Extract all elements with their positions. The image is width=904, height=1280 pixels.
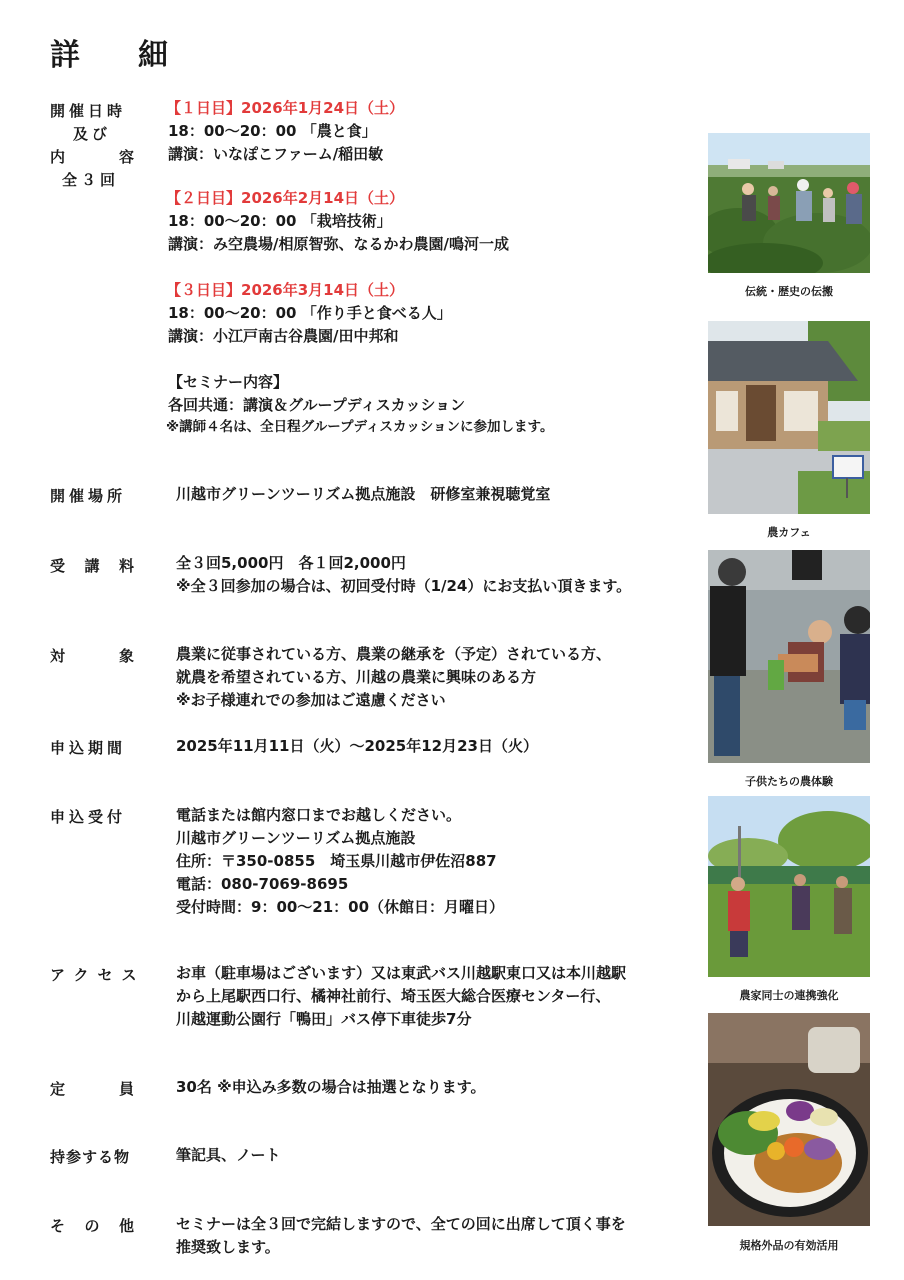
label-reception: 申込受付 <box>50 808 127 826</box>
capacity-text: 30名 ※申込み多数の場合は抽選となります。 <box>176 1078 486 1096</box>
reception-line-3: 住所：〒350-0855 埼玉県川越市伊佐沼887 <box>176 852 497 870</box>
label-dates-content <box>50 146 134 167</box>
photo-kids-farming <box>708 550 870 763</box>
label-venue: 開催場所 <box>50 487 127 505</box>
fee-line-1: 全３回5,000円 各１回2,000円 <box>176 554 406 572</box>
reception-line-4: 電話：080-7069-8695 <box>176 875 349 893</box>
label-char: 内 <box>50 148 66 166</box>
label-char: 定 <box>50 1080 66 1098</box>
reception-line-1: 電話または館内窓口までお越しください。 <box>176 806 462 824</box>
label-other <box>50 1215 134 1236</box>
session-1-time: 18：00〜20：00 「農と食」 <box>168 122 377 140</box>
access-line-2: から上尾駅西口行、橘神社前行、埼玉医大総合医療センター行、 <box>176 987 611 1005</box>
label-char: 料 <box>118 557 134 575</box>
access-line-3: 川越運動公園行「鴨田」バス停下車徒歩7分 <box>176 1010 472 1028</box>
label-bring: 持参する物 <box>50 1148 131 1166</box>
reception-line-2: 川越市グリーンツーリズム拠点施設 <box>176 829 416 847</box>
page-title: 詳 細 <box>50 38 182 73</box>
photo-caption-3: 子供たちの農体験 <box>745 775 833 788</box>
fee-line-2: ※全３回参加の場合は、初回受付時（1/24）にお支払い頂きます。 <box>176 577 632 595</box>
other-line-1: セミナーは全３回で完結しますので、全ての回に出席して頂く事を <box>176 1215 626 1233</box>
photo-tea-field-image <box>708 133 870 273</box>
seminar-line-2: ※講師４名は、全日程グループディスカッションに参加します。 <box>166 419 554 435</box>
session-1-speaker: 講演：いなぽこファーム/稲田敏 <box>168 145 384 163</box>
label-dates: 開催日時 <box>50 102 127 120</box>
target-line-2: 就農を希望されている方、川越の農業に興味のある方 <box>176 668 537 686</box>
photo-caption-4: 農家同士の連携強化 <box>739 989 839 1002</box>
session-2-heading: 【２日目】2026年2月14日（土） <box>166 189 405 207</box>
label-dates-count: 全３回 <box>62 171 120 189</box>
venue-text: 川越市グリーンツーリズム拠点施設 研修室兼視聴覚室 <box>176 485 551 503</box>
photo-caption-1: 伝統・歴史の伝搬 <box>745 285 833 298</box>
label-char: の <box>84 1217 100 1235</box>
photo-tea-field <box>708 133 870 273</box>
session-1-heading: 【１日目】2026年1月24日（土） <box>166 99 405 117</box>
session-3-heading: 【３日目】2026年3月14日（土） <box>166 281 405 299</box>
session-3-time: 18：00〜20：00 「作り手と食べる人」 <box>168 304 452 322</box>
target-line-1: 農業に従事されている方、農業の継承を（予定）されている方、 <box>176 645 612 663</box>
label-char: 他 <box>118 1217 134 1235</box>
label-dates-and: 及び <box>73 125 112 143</box>
label-char: 員 <box>118 1080 134 1098</box>
label-capacity <box>50 1078 134 1099</box>
seminar-heading: 【セミナー内容】 <box>168 373 289 391</box>
photo-farm-cafe-image <box>708 321 870 514</box>
photo-farm-cafe <box>708 321 870 514</box>
label-char: 受 <box>50 557 66 575</box>
access-line-1: お車（駐車場はございます）又は東武バス川越駅東口又は本川越駅 <box>176 964 627 982</box>
label-char: 対 <box>50 647 66 665</box>
photo-farmers-image <box>708 796 870 977</box>
seminar-line-1: 各回共通：講演＆グループディスカッション <box>168 396 466 414</box>
photo-curry-plate <box>708 1013 870 1226</box>
photo-kids-farming-image <box>708 550 870 763</box>
other-line-2: 推奨致します。 <box>176 1238 280 1256</box>
bring-text: 筆記具、ノート <box>176 1146 281 1164</box>
photo-caption-5: 規格外品の有効活用 <box>739 1239 839 1252</box>
label-char: 象 <box>118 647 134 665</box>
label-char: そ <box>50 1217 66 1235</box>
target-line-3: ※お子様連れでの参加はご遠慮ください <box>176 691 446 709</box>
session-2-speaker: 講演：み空農場/相原智弥、なるかわ農園/鳴河一成 <box>168 235 509 253</box>
photo-caption-2: 農カフェ <box>767 526 811 539</box>
photo-curry-plate-image <box>708 1013 870 1226</box>
label-period: 申込期間 <box>50 739 127 757</box>
period-text: 2025年11月11日（火）〜2025年12月23日（火） <box>176 737 538 755</box>
session-2-time: 18：00〜20：00 「栽培技術」 <box>168 212 392 230</box>
label-target <box>50 645 134 666</box>
label-fee <box>50 555 134 576</box>
session-3-speaker: 講演：小江戸南古谷農園/田中邦和 <box>168 327 399 345</box>
label-char: 容 <box>118 148 134 166</box>
label-char: 講 <box>84 557 100 575</box>
photo-farmers <box>708 796 870 977</box>
label-access: アクセス <box>50 966 146 984</box>
reception-line-5: 受付時間：9：00〜21：00（休館日：月曜日） <box>176 898 505 916</box>
